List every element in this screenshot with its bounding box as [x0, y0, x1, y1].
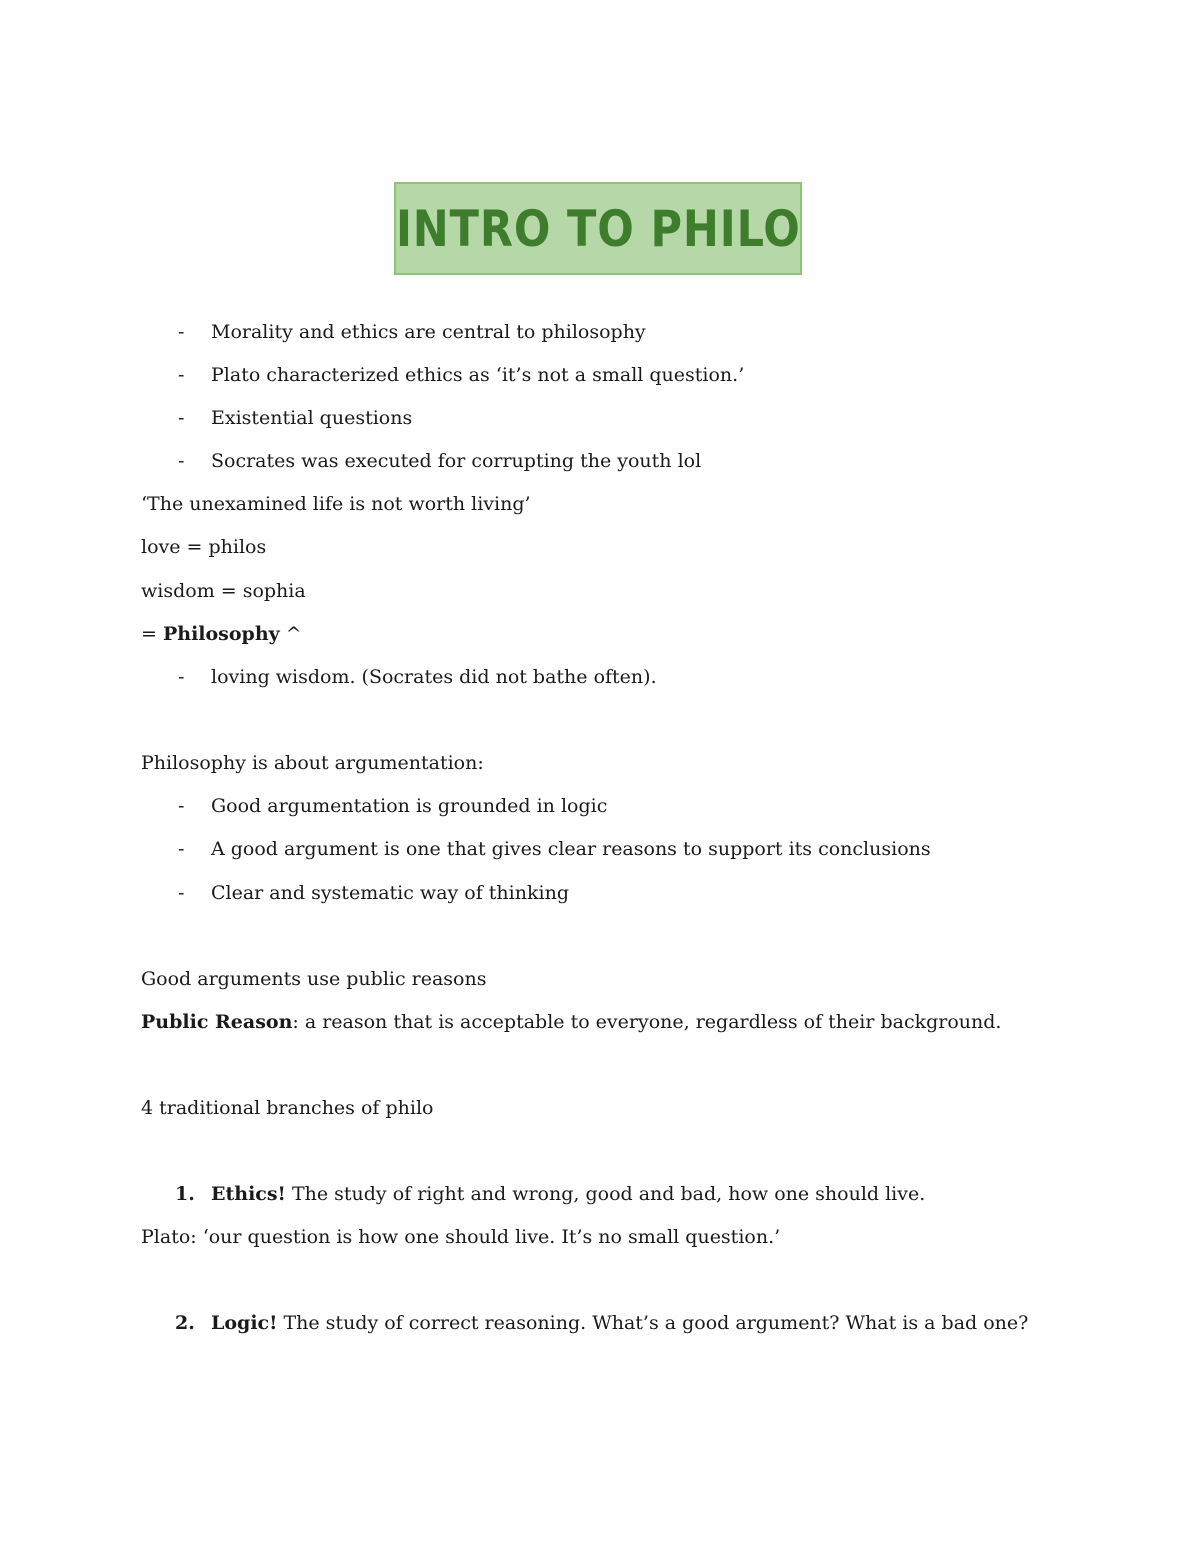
branches-heading: 4 traditional branches of philo [141, 1097, 434, 1119]
bullet-marker: - [178, 364, 185, 386]
bullet-marker: - [178, 407, 185, 429]
bullet-marker: - [178, 450, 185, 472]
etymology-result [141, 622, 302, 646]
public-reasons-intro: Good arguments use public reasons [141, 968, 487, 990]
branch-term-ethics: Ethics! [211, 1183, 286, 1205]
title-banner [394, 182, 802, 275]
socrates-quote: ‘The unexamined life is not worth living’ [141, 493, 531, 515]
argumentation-bullet-3: Clear and systematic way of thinking [211, 882, 569, 904]
public-reason-term: Public Reason [141, 1011, 293, 1033]
bullet-marker: - [178, 882, 185, 904]
etymology-result-prefix: = [141, 623, 163, 645]
plato-quote: Plato: ‘our question is how one should live. It’s no small question.’ [141, 1226, 781, 1248]
bullet-marker: - [178, 666, 185, 688]
bullet-marker: - [178, 795, 185, 817]
etymology-love: love = philos [141, 536, 267, 558]
etymology-result-term: Philosophy [162, 623, 280, 645]
branch-item-logic [211, 1311, 1028, 1335]
bullet-marker: - [178, 321, 185, 343]
bullet-marker: - [178, 838, 185, 860]
branch-number-1: 1. [175, 1183, 195, 1205]
argumentation-bullet-1: Good argumentation is grounded in logic [211, 795, 608, 817]
intro-bullet-3: Existential questions [211, 407, 413, 429]
branch-term-logic: Logic! [211, 1312, 278, 1334]
argumentation-heading: Philosophy is about argumentation: [141, 752, 484, 774]
etymology-bullet: loving wisdom. (Socrates did not bathe often). [211, 666, 657, 688]
public-reason-definition [141, 1010, 1001, 1034]
intro-bullet-2: Plato characterized ethics as ‘it’s not a small question.’ [211, 364, 745, 386]
branch-text-logic: The study of correct reasoning. What’s a good argument? What is a bad one? [277, 1312, 1029, 1334]
etymology-result-suffix: ^ [279, 623, 302, 645]
argumentation-bullet-2: A good argument is one that gives clear reasons to support its conclusions [211, 838, 931, 860]
etymology-wisdom: wisdom = sophia [141, 580, 306, 602]
public-reason-text: : a reason that is acceptable to everyone, regardless of their background. [292, 1011, 1002, 1033]
intro-bullet-1: Morality and ethics are central to philosophy [211, 321, 646, 343]
branch-text-ethics: The study of right and wrong, good and bad, how one should live. [285, 1183, 926, 1205]
branch-number-2: 2. [175, 1312, 195, 1334]
intro-bullet-4: Socrates was executed for corrupting the youth lol [211, 450, 702, 472]
branch-item-ethics [211, 1182, 925, 1206]
page-title: INTRO TO PHILO [395, 199, 801, 258]
